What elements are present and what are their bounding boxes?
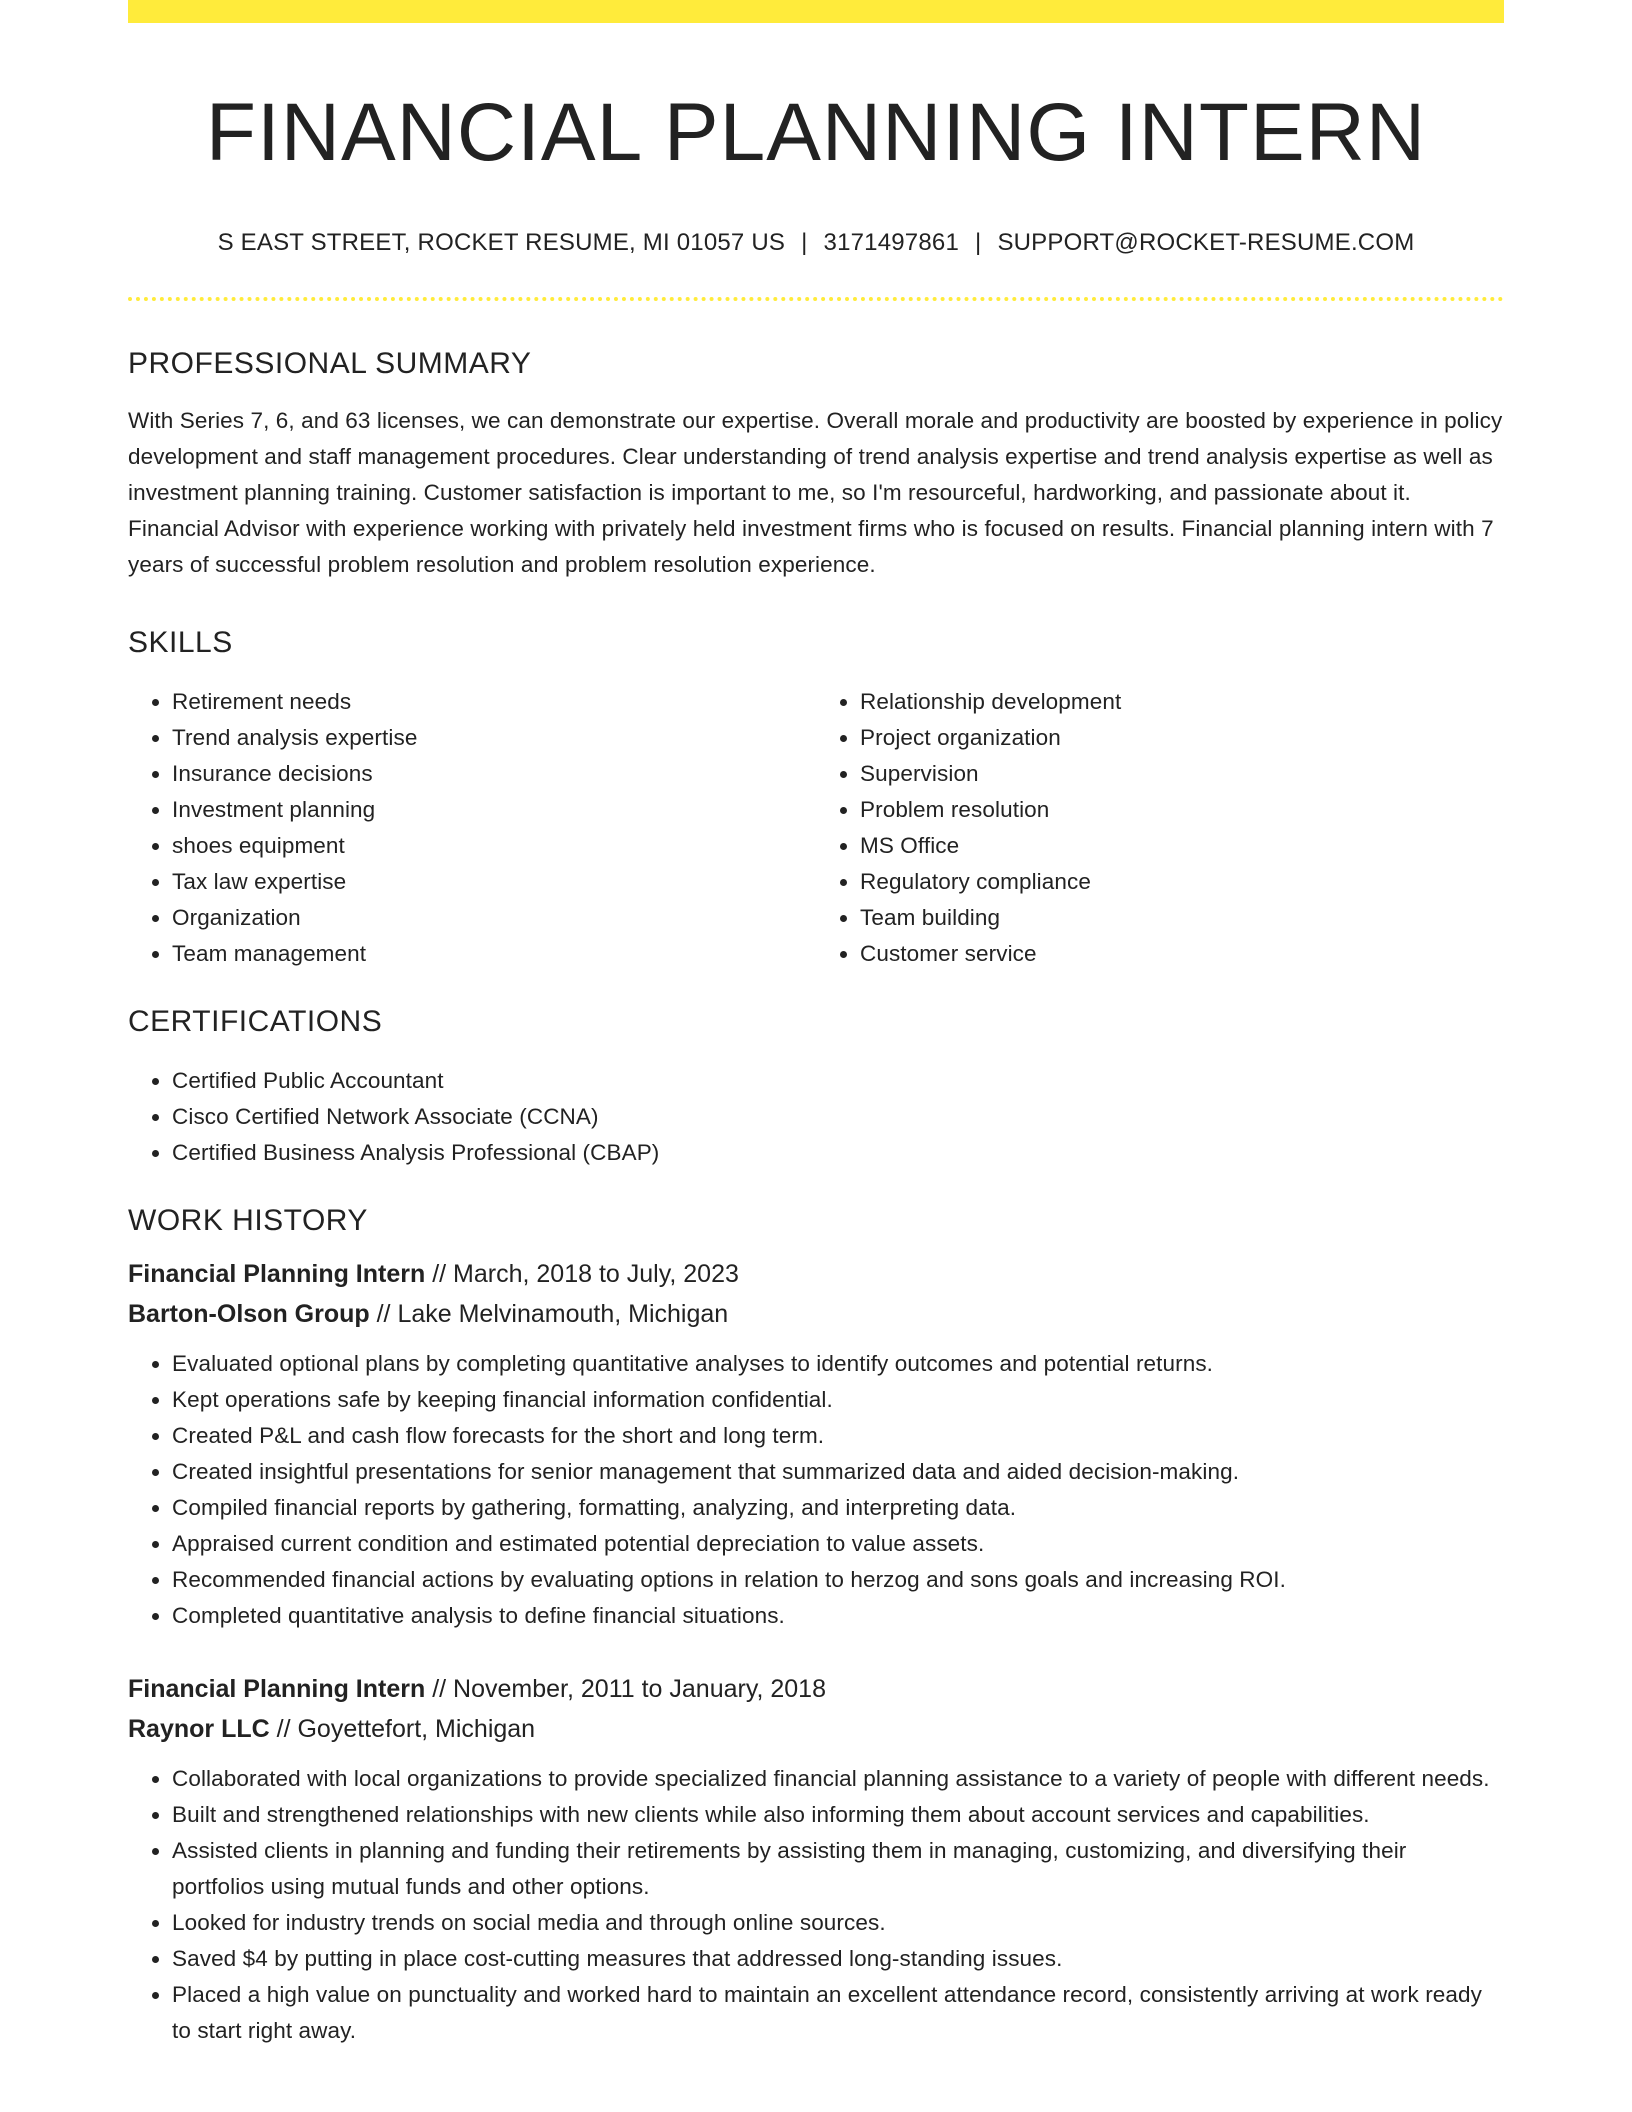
skill-item: • Retirement needs	[172, 684, 816, 720]
resume-title: FINANCIAL PLANNING INTERN	[205, 87, 1427, 178]
skill-item: • Project organization	[860, 720, 1504, 756]
skill-item: • MS Office	[860, 828, 1504, 864]
skill-item: • Tax law expertise	[172, 864, 816, 900]
contact-separator: |	[975, 229, 982, 256]
job-bullet: • Evaluated optional plans by completing quantitative analyses to identify outcomes and potential returns.	[172, 1346, 1504, 1382]
skill-item: • Organization	[172, 900, 816, 936]
job-company: Barton-Olson Group	[128, 1300, 370, 1328]
job-location: // Lake Melvinamouth, Michigan	[376, 1300, 729, 1328]
job-title-line	[128, 1669, 1504, 1709]
job-bullet: • Appraised current condition and estimated potential depreciation to value assets.	[172, 1526, 1504, 1562]
contact-phone[interactable]: 3171497861	[823, 229, 959, 256]
certification-item: • Cisco Certified Network Associate (CCNA)	[172, 1099, 1504, 1135]
contact-address: S EAST STREET, ROCKET RESUME, MI 01057 US	[217, 229, 786, 256]
job-bullet: • Placed a high value on punctuality and worked hard to maintain an excellent attendance record, consistently arriving at work ready to start right away.	[172, 1977, 1504, 2049]
job-bullet: • Assisted clients in planning and funding their retirements by assisting them in managing, customizing, and diversifying their portfolios using mutual funds and other options.	[172, 1833, 1504, 1905]
skills-list-left	[128, 684, 816, 972]
job-bullet: • Compiled financial reports by gathering, formatting, analyzing, and interpreting data.	[172, 1490, 1504, 1526]
job-entry	[128, 1254, 1504, 1634]
accent-top-bar	[128, 0, 1504, 23]
job-company-line	[128, 1294, 1504, 1334]
work-history-heading: WORK HISTORY	[128, 1204, 368, 1237]
certification-item: • Certified Business Analysis Professional (CBAP)	[172, 1135, 1504, 1171]
skill-item: • Investment planning	[172, 792, 816, 828]
skill-item: • Insurance decisions	[172, 756, 816, 792]
job-title-line	[128, 1254, 1504, 1294]
job-bullet: • Created P&L and cash flow forecasts for the short and long term.	[172, 1418, 1504, 1454]
skills-columns	[128, 684, 1504, 972]
job-company-line	[128, 1709, 1504, 1749]
job-title: Financial Planning Intern	[128, 1675, 426, 1703]
job-entry	[128, 1669, 1504, 2049]
job-title: Financial Planning Intern	[128, 1260, 426, 1288]
summary-text: With Series 7, 6, and 63 licenses, we can demonstrate our expertise. Overall morale and productivity are boosted by experience in policy development and staff management procedures. Clear understanding of trend analysis expertise and trend analysis expertise as well as investment planning training. Customer satisfaction is important to me, so I'm resourceful, hardworking, and passionate about it. Financial Advisor with experience working with privately held investment firms who is focused on results. Financial planning intern with 7 years of successful problem resolution and problem resolution experience.	[128, 408, 1503, 577]
skill-item: • Regulatory compliance	[860, 864, 1504, 900]
skill-item: • Supervision	[860, 756, 1504, 792]
job-bullet: • Collaborated with local organizations to provide specialized financial planning assistance to a variety of people with different needs.	[172, 1761, 1504, 1797]
job-bullet: • Created insightful presentations for senior management that summarized data and aided decision-making.	[172, 1454, 1504, 1490]
job-bullet: • Recommended financial actions by evaluating options in relation to herzog and sons goals and increasing ROI.	[172, 1562, 1504, 1598]
job-location: // Goyettefort, Michigan	[276, 1715, 536, 1743]
job-bullet: • Saved $4 by putting in place cost-cutting measures that addressed long-standing issues.	[172, 1941, 1504, 1977]
certifications-list	[128, 1063, 1504, 1171]
certifications-heading: CERTIFICATIONS	[128, 1005, 383, 1038]
job-bullets	[128, 1346, 1504, 1634]
resume-page	[128, 0, 1504, 2049]
skill-item: • Problem resolution	[860, 792, 1504, 828]
job-company: Raynor LLC	[128, 1715, 270, 1743]
contact-email[interactable]: SUPPORT@ROCKET-RESUME.COM	[997, 229, 1415, 256]
job-dates: // November, 2011 to January, 2018	[432, 1675, 826, 1703]
job-dates: // March, 2018 to July, 2023	[432, 1260, 739, 1288]
job-bullets	[128, 1761, 1504, 2049]
summary-heading: PROFESSIONAL SUMMARY	[128, 347, 532, 380]
contact-separator: |	[801, 229, 808, 256]
contact-line	[128, 228, 1504, 258]
dotted-divider	[128, 297, 1504, 301]
certification-item: • Certified Public Accountant	[172, 1063, 1504, 1099]
skill-item: • Relationship development	[860, 684, 1504, 720]
job-bullet: • Looked for industry trends on social media and through online sources.	[172, 1905, 1504, 1941]
skill-item: • Customer service	[860, 936, 1504, 972]
skills-heading: SKILLS	[128, 626, 233, 659]
skill-item: • shoes equipment	[172, 828, 816, 864]
skill-item: • Team management	[172, 936, 816, 972]
job-bullet: • Built and strengthened relationships with new clients while also informing them about account services and capabilities.	[172, 1797, 1504, 1833]
skill-item: • Trend analysis expertise	[172, 720, 816, 756]
job-bullet: • Kept operations safe by keeping financial information confidential.	[172, 1382, 1504, 1418]
skill-item: • Team building	[860, 900, 1504, 936]
job-bullet: • Completed quantitative analysis to define financial situations.	[172, 1598, 1504, 1634]
skills-list-right	[816, 684, 1504, 972]
